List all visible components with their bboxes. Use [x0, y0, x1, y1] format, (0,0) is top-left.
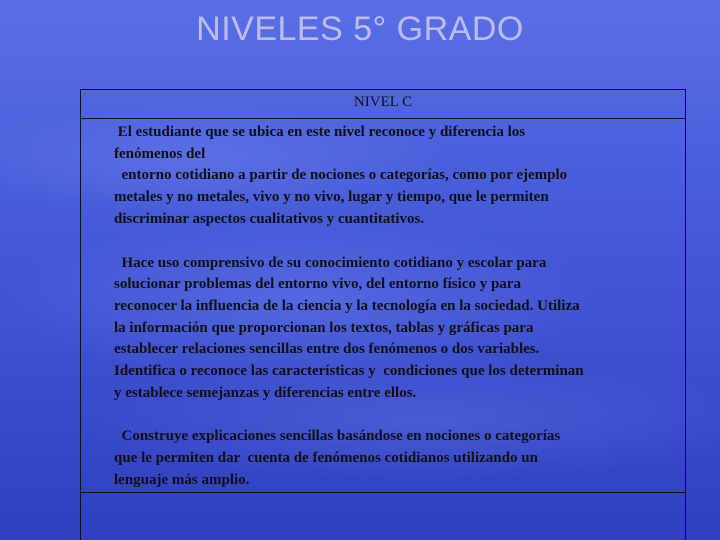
description-line: discriminar aspectos cualitativos y cuantitativos.: [114, 210, 425, 227]
description-line: que le permiten dar cuenta de fenómenos cotidianos utilizando un: [114, 450, 538, 467]
description-line: solucionar problemas del entorno vivo, del entorno físico y para: [114, 276, 521, 293]
slide-title: NIVELES 5° GRADO: [196, 10, 524, 48]
description-line: la información que proporcionan los textos, tablas y gráficas para: [114, 319, 534, 336]
description-line: Construye explicaciones sencillas basándose en nociones o categorías: [114, 428, 561, 445]
description-line: entorno cotidiano a partir de nociones o categorías, como por ejemplo: [114, 167, 568, 184]
description-line: Identifica o reconoce las características y condiciones que los determinan: [114, 363, 584, 380]
description-line: y establece semejanzas y diferencias entre ellos.: [114, 384, 417, 401]
description-line: lenguaje más amplio.: [114, 471, 250, 488]
table-footer-divider: [80, 492, 686, 493]
level-description: [114, 122, 682, 492]
description-line: El estudiante que se ubica en este nivel reconoce y diferencia los: [114, 124, 526, 140]
paragraph-gap: [114, 404, 682, 426]
description-line: metales y no metales, vivo y no vivo, lugar y tiempo, que le permiten: [114, 189, 549, 206]
table-header-divider: [80, 118, 686, 119]
level-heading: NIVEL C: [353, 94, 413, 110]
description-line: fenómenos del: [114, 145, 206, 162]
description-line: Hace uso comprensivo de su conocimiento cotidiano y escolar para: [114, 254, 547, 271]
description-line: reconocer la influencia de la ciencia y la tecnología en la sociedad. Utiliza: [114, 297, 580, 314]
description-line: establecer relaciones sencillas entre dos fenómenos o dos variables.: [114, 341, 540, 358]
paragraph-gap: [114, 231, 682, 253]
